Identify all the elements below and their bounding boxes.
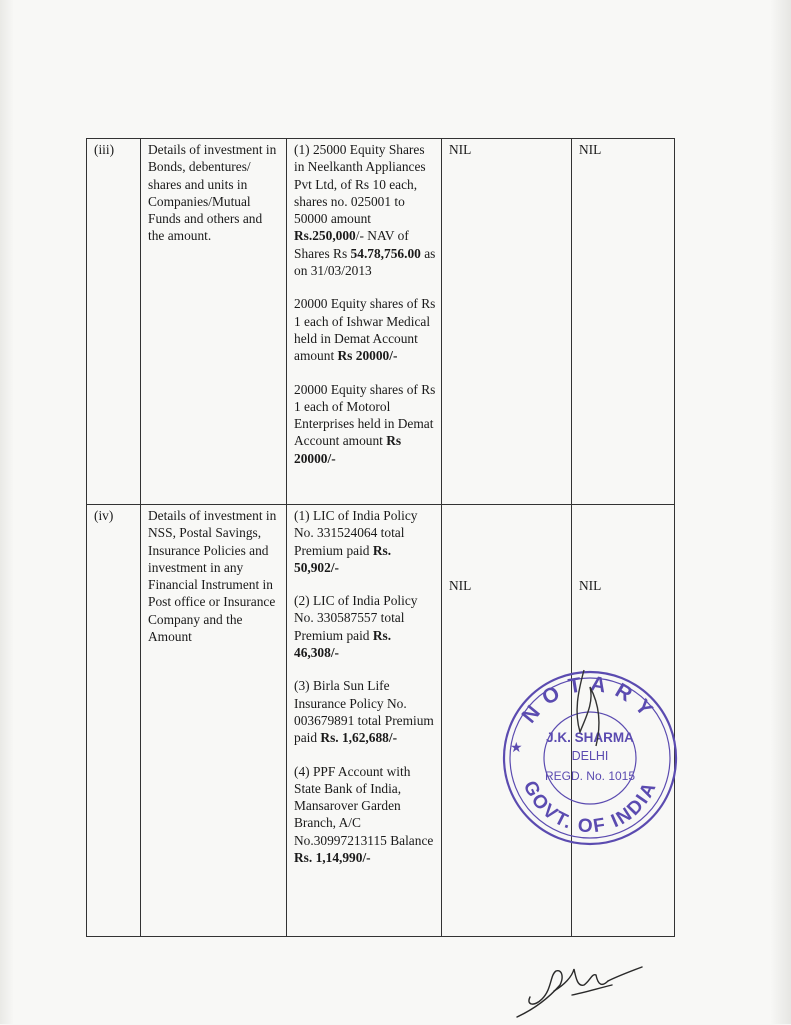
stamp-name: J.K. SHARMA	[546, 730, 634, 745]
detail-paragraph: (1) LIC of India Policy No. 331524064 total Premium paid Rs. 50,902/-	[294, 508, 418, 575]
row-description: Details of investment in NSS, Postal Savings, Insurance Policies and investment in any Financial Instrument in Post office or Insurance Company and the Amount	[141, 505, 287, 937]
stamp-arc-top: NOTARY	[517, 672, 663, 728]
detail-paragraph: 20000 Equity shares of Rs 1 each of Motorol Enterprises held in Demat Account amount Rs 20000/-	[294, 381, 436, 466]
notary-stamp	[498, 662, 680, 852]
row-col5-value: NIL	[572, 139, 675, 505]
nil-text: NIL	[449, 578, 472, 593]
signature	[512, 955, 652, 1025]
table-row	[87, 139, 675, 505]
star-icon: ★	[510, 739, 523, 755]
detail-paragraph: (4) PPF Account with State Bank of India, Mansarover Garden Branch, A/C No.30997213115 Balance Rs. 1,14,990/-	[294, 763, 434, 866]
detail-paragraph: (3) Birla Sun Life Insurance Policy No. 003679891 total Premium paid Rs. 1,62,688/-	[294, 678, 434, 746]
detail-paragraph: 20000 Equity shares of Rs 1 each of Ishwar Medical held in Demat Account amount Rs 20000/-	[294, 296, 436, 364]
row-details	[287, 139, 442, 505]
stamp-arc-bottom: GOVT. OF INDIA	[518, 777, 662, 838]
row-number: (iii)	[87, 139, 141, 505]
stamp-city: DELHI	[571, 749, 609, 763]
row-details	[287, 505, 442, 937]
row-col4-value: NIL	[442, 139, 572, 505]
row-number: (iv)	[87, 505, 141, 937]
detail-paragraph: (2) LIC of India Policy No. 330587557 total Premium paid Rs. 46,308/-	[294, 593, 418, 661]
row-description: Details of investment in Bonds, debentures/ shares and units in Companies/Mutual Funds and others and the amount.	[141, 139, 287, 505]
nil-text: NIL	[579, 578, 602, 593]
detail-paragraph: (1) 25000 Equity Shares in Neelkanth Appliances Pvt Ltd, of Rs 10 each, shares no. 025001 to 50000 amount Rs.250,000/- NAV of Shares Rs 54.78,756.00 as on 31/03/2013	[294, 142, 436, 279]
stamp-regd: REGD. No. 1015	[544, 769, 636, 783]
